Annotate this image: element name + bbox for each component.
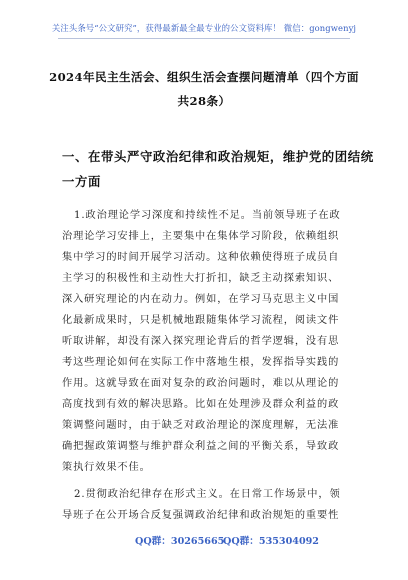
body-line: 主学习的积极性和主动性大打折扣，缺乏主动探索知识、 [62, 273, 340, 284]
body-line: 化最新成果时，只是机械地跟随集体学习流程，阅读文件 [62, 315, 340, 326]
body-line: 考这些理论如何在实际工作中落地生根，发挥指导实践的 [62, 357, 340, 368]
section-heading-line-2: 一方面 [62, 174, 101, 189]
header-divider [58, 38, 350, 39]
footer-qq-group-left: QQ群：30265665 [135, 536, 225, 547]
document-title-line-2: 共28条） [177, 94, 231, 108]
header-promo-text: 关注头条号“公文研究”，获得最新最全最专业的公文资料库！ 微信：gongwenyj [51, 23, 357, 33]
body-line: 确把握政策调整与维护群众利益之间的平衡关系，导致政 [62, 441, 340, 452]
body-line: 策调整问题时，由于缺乏对政治理论的深度理解，无法准 [62, 420, 340, 431]
body-line: 深入研究理论的内在动力。例如，在学习马克思主义中国 [62, 294, 340, 305]
body-line: 治理论学习安排上，主要集中在集体学习阶段，依赖组织 [62, 231, 340, 242]
body-line: 听取讲解，却没有深入探究理论背后的哲学逻辑，没有思 [62, 336, 340, 347]
body-line: 2.贯彻政治纪律存在形式主义。在日常工作场景中，领 [74, 489, 341, 500]
footer-qq-group-right: QQ群：535304092 [223, 536, 319, 547]
body-line: 集中学习的时间开展学习活动。这种依赖使得班子成员自 [62, 252, 340, 263]
section-heading-line-1: 一、在带头严守政治纪律和政治规矩，维护党的团结统 [62, 149, 374, 164]
document-title-line-1: 2024年民主生活会、组织生活会查摆问题清单（四个方面 [49, 70, 359, 84]
body-line: 作用。这就导致在面对复杂的政治问题时，难以从理论的 [62, 378, 340, 389]
body-line: 1.政治理论学习深度和持续性不足。当前领导班子在政 [74, 210, 341, 221]
body-line: 高度找到有效的解决思路。比如在处理涉及群众利益的政 [62, 399, 340, 410]
body-line: 策执行效果不佳。 [62, 462, 151, 473]
body-line: 导班子在公开场合反复强调政治纪律和政治规矩的重要性 [62, 510, 340, 521]
